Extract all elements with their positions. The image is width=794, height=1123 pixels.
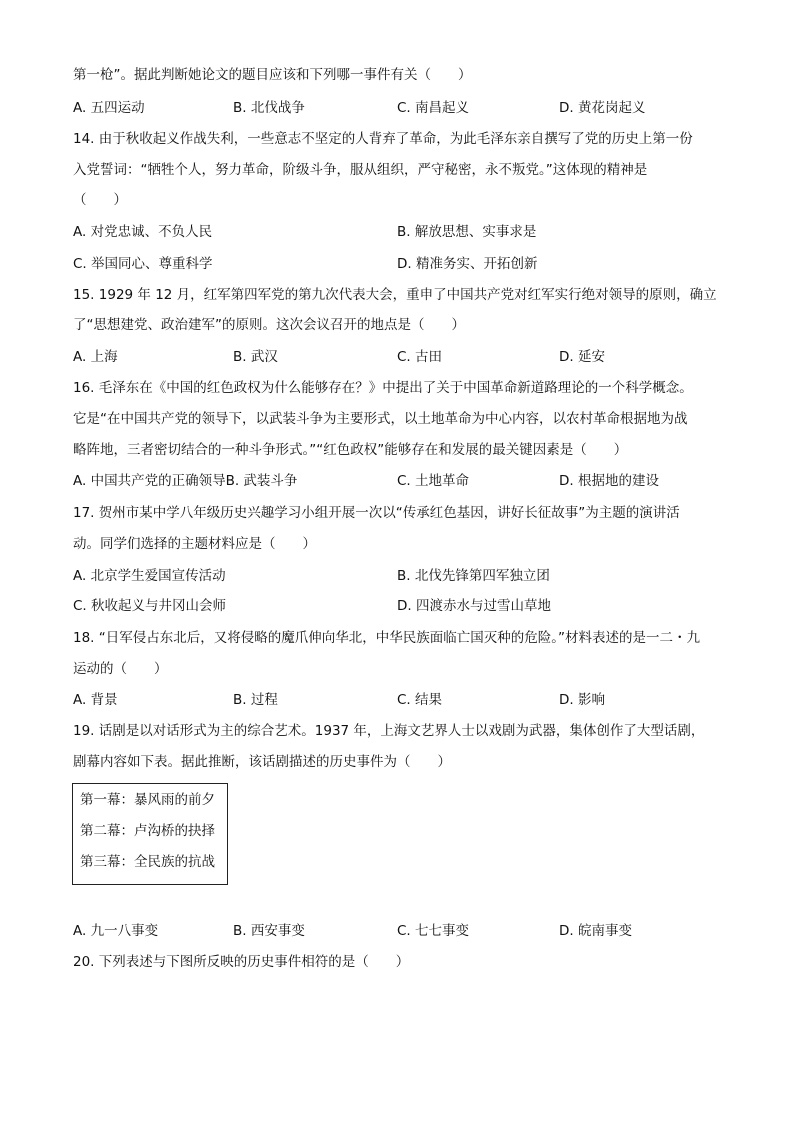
q14-option-c: C. 举国同心、尊重科学 [73, 256, 213, 272]
q14-stem-line-3: （ ） [73, 192, 127, 208]
q18-option-d: D. 影响 [559, 692, 605, 708]
q15-option-d: D. 延安 [559, 349, 605, 365]
q15-stem-line-1: 15. 1929 年 12 月，红军第四军党的第九次代表大会，重申了中国共产党对红军实行绝对领导的原则，确立 [73, 287, 717, 303]
q15-stem-line-2: 了“思想建党、政治建军”的原则。这次会议召开的地点是（ ） [73, 317, 465, 333]
q19-act-2: 第二幕：卢沟桥的抉择 [80, 823, 215, 839]
q19-option-a: A. 九一八事变 [73, 923, 159, 939]
q14-stem-line-2: 入党誓词：“牺牲个人，努力革命，阶级斗争，服从组织，严守秘密，永不叛党。”这体现的精神是 [73, 162, 648, 178]
q19-option-b: B. 西安事变 [233, 923, 305, 939]
q17-stem-line-2: 动。同学们选择的主题材料应是（ ） [73, 536, 316, 552]
q14-option-d: D. 精准务实、开拓创新 [397, 256, 538, 272]
q16-stem-line-2: 它是“在中国共产党的领导下，以武装斗争为主要形式，以土地革命为中心内容，以农村革命根据地为战 [73, 411, 688, 427]
q19-act-3: 第三幕：全民族的抗战 [80, 854, 215, 870]
q16-stem-line-1: 16. 毛泽东在《中国的红色政权为什么能够存在？》中提出了关于中国革命新道路理论的一个科学概念。 [73, 380, 693, 396]
q13-option-b: B. 北伐战争 [233, 100, 305, 116]
q13-stem-tail: 第一枪”。据此判断她论文的题目应该和下列哪一事件有关（ ） [73, 67, 472, 83]
q18-stem-line-2: 运动的（ ） [73, 661, 168, 677]
q17-option-b: B. 北伐先锋第四军独立团 [397, 568, 550, 584]
q15-option-c: C. 古田 [397, 349, 443, 365]
q16-option-a-b: A. 中国共产党的正确领导B. 武装斗争 [73, 473, 298, 489]
q17-option-a: A. 北京学生爱国宣传活动 [73, 568, 226, 584]
q19-stem-line-2: 剧幕内容如下表。据此推断，该话剧描述的历史事件为（ ） [73, 754, 451, 770]
q14-option-b: B. 解放思想、实事求是 [397, 224, 537, 240]
q16-stem-line-3: 略阵地，三者密切结合的一种斗争形式。”“红色政权”能够存在和发展的最关键因素是（ ） [73, 442, 628, 458]
q18-option-c: C. 结果 [397, 692, 443, 708]
q18-stem-line-1: 18. “日军侵占东北后，又将侵略的魔爪伸向华北，中华民族面临亡国灭种的危险。”材料表述的是一二・九 [73, 630, 700, 646]
q18-option-b: B. 过程 [233, 692, 278, 708]
q13-option-c: C. 南昌起义 [397, 100, 470, 116]
q17-option-d: D. 四渡赤水与过雪山草地 [397, 598, 551, 614]
q20-stem-line-1: 20. 下列表述与下图所反映的历史事件相符的是（ ） [73, 954, 410, 970]
q17-stem-line-1: 17. 贺州市某中学八年级历史兴趣学习小组开展一次以“传承红色基因，讲好长征故事”为主题的演讲活 [73, 505, 680, 521]
q15-option-b: B. 武汉 [233, 349, 278, 365]
q19-play-table [72, 783, 228, 885]
q18-option-a: A. 背景 [73, 692, 118, 708]
q19-stem-line-1: 19. 话剧是以对话形式为主的综合艺术。1937 年，上海文艺界人士以戏剧为武器，集体创作了大型话剧， [73, 723, 705, 739]
q17-option-c: C. 秋收起义与井冈山会师 [73, 598, 227, 614]
q13-option-a: A. 五四运动 [73, 100, 145, 116]
q16-option-d: D. 根据地的建设 [559, 473, 659, 489]
q14-stem-line-1: 14. 由于秋收起义作战失利，一些意志不坚定的人背弃了革命，为此毛泽东亲自撰写了党的历史上第一份 [73, 131, 693, 147]
q19-option-c: C. 七七事变 [397, 923, 470, 939]
q19-option-d: D. 皖南事变 [559, 923, 632, 939]
q15-option-a: A. 上海 [73, 349, 118, 365]
q13-option-d: D. 黄花岗起义 [559, 100, 646, 116]
q16-option-c: C. 土地革命 [397, 473, 470, 489]
q19-act-1: 第一幕：暴风雨的前夕 [80, 792, 215, 808]
q14-option-a: A. 对党忠诚、不负人民 [73, 224, 213, 240]
